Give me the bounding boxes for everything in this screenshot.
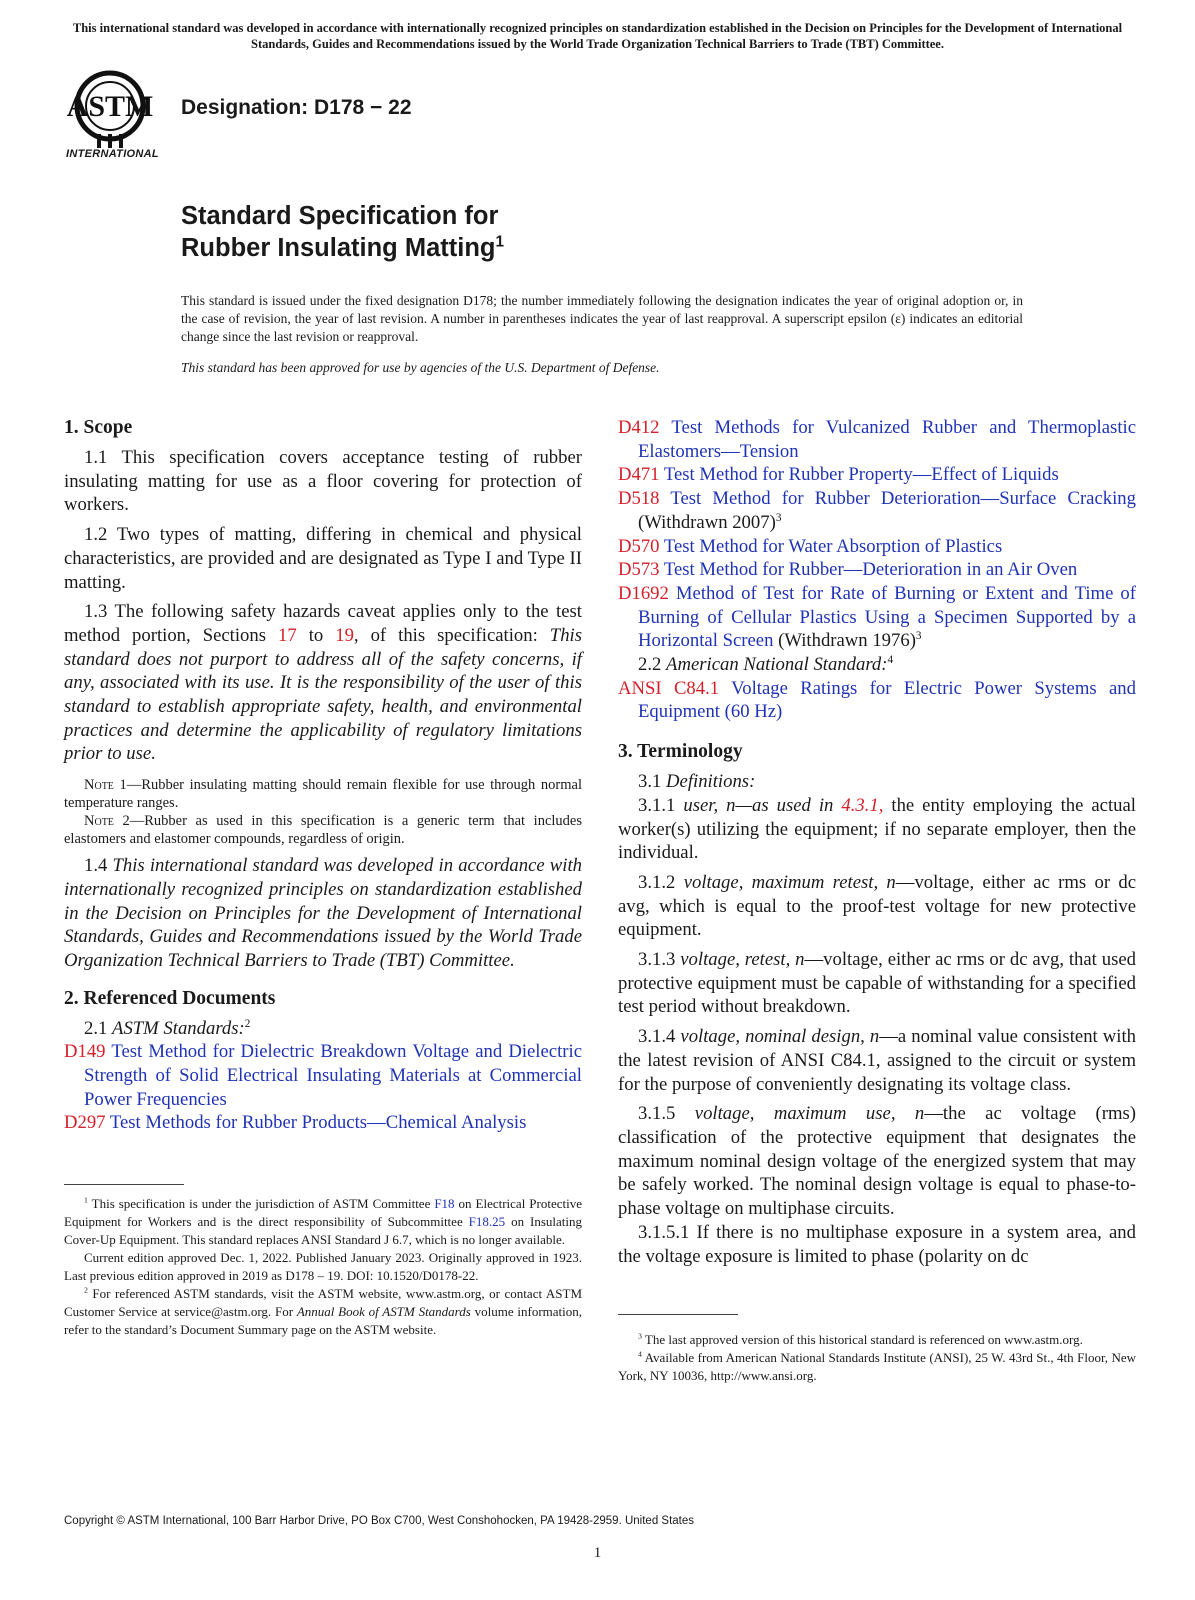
left-footnotes bbox=[64, 1184, 582, 1339]
reference-item bbox=[64, 1111, 582, 1135]
svg-text:ASTM: ASTM bbox=[66, 90, 154, 123]
reference-item bbox=[618, 463, 1136, 487]
reference-item bbox=[618, 487, 1136, 534]
title-line-2: Rubber Insulating Matting$^1$ bbox=[181, 233, 504, 262]
reference-item bbox=[618, 535, 1136, 559]
ref-title-d297[interactable]: Test Methods for Rubber Products—Chemical Analysis bbox=[105, 1112, 527, 1134]
title-line-1: Standard Specification for bbox=[181, 202, 499, 230]
ref-title-d570[interactable]: Test Method for Water Absorption of Plastics bbox=[659, 535, 1003, 557]
para-1-1: 1.1 This specification covers acceptance testing of rubber insulating matting for use as a floor covering for protection of workers. bbox=[64, 447, 582, 516]
left-column bbox=[64, 416, 583, 1337]
reference-item bbox=[618, 582, 1136, 653]
page-number: 1 bbox=[593, 1545, 602, 1561]
link-f18[interactable]: F18 bbox=[434, 1196, 455, 1211]
footnote-4: $^4$ Available from American National Standards Institute (ANSI), 25 W. 43rd St., 4th Floor, New York, NY 10036, http://www.ansi.org. bbox=[618, 1349, 1136, 1383]
term-3-1-1: 3.1.1 user, n—as used in 4.3.1, the entity employing the actual worker(s) utilizing the equipment; if no separate employer, then the individual. bbox=[618, 794, 1136, 864]
ref-code-d1692[interactable]: D1692 bbox=[618, 582, 669, 604]
ref-code-d412[interactable]: D412 bbox=[618, 417, 660, 438]
term-3-1-2: 3.1.2 voltage, maximum retest, n—voltage, either ac rms or dc avg, which is equal to the proof-test voltage for new protective equipment. bbox=[618, 871, 1136, 941]
ref-title-d149[interactable]: Test Method for Dielectric Breakdown Voltage and Dielectric Strength of Solid Electrical Insulating Materials at Commercial Power Frequencies bbox=[84, 1041, 582, 1110]
ref-title-ansi-c84-1[interactable]: Voltage Ratings for Electric Power Systems and Equipment (60 Hz) bbox=[638, 677, 1136, 723]
page-title bbox=[181, 200, 504, 264]
para-1-3: 1.3 The following safety hazards caveat applies only to the test method portion, Sections 17 to 19, of this specification: This standard does not purport to address all of the safety concerns, if any, associated with its use. It is the responsibility of the user of this standard to establish appropriate safety, health, and environmental practices and determine the applicability of regulatory limitations prior to use. bbox=[64, 601, 582, 765]
ref-code-d297[interactable]: D297 bbox=[64, 1112, 106, 1134]
reference-item bbox=[618, 416, 1136, 463]
note-1: Note 1—Rubber insulating matting should remain flexible for use through normal temperature ranges. bbox=[64, 777, 582, 812]
link-4-3-1[interactable]: 4.3.1, bbox=[841, 794, 884, 816]
reference-item bbox=[64, 1040, 582, 1111]
logo-caption: INTERNATIONAL bbox=[66, 148, 159, 160]
footnote-3: $^3$ The last approved version of this historical standard is referenced on www.astm.org. bbox=[638, 1331, 1083, 1347]
link-section-17[interactable]: 17 bbox=[278, 624, 297, 646]
designation: Designation: D178 − 22 bbox=[181, 96, 412, 119]
footnote-rule-right bbox=[618, 1314, 738, 1315]
ansi-reference bbox=[618, 677, 1136, 724]
link-section-19[interactable]: 19 bbox=[335, 624, 354, 646]
astm-standards-label: 2.1 ASTM Standards:$^2$ bbox=[84, 1017, 251, 1039]
ref-title-d412[interactable]: Test Methods for Vulcanized Rubber and Thermoplastic Elastomers—Tension bbox=[638, 417, 1136, 462]
section-referenced-heading: 2. Referenced Documents bbox=[64, 987, 276, 1009]
right-column bbox=[618, 416, 1137, 1383]
link-f18-25[interactable]: F18.25 bbox=[468, 1214, 506, 1229]
term-3-1-4: 3.1.4 voltage, nominal design, n—a nominal value consistent with the latest revision of ANSI C84.1, assigned to the circuit or system for the purpose of conveniently designating its voltage class. bbox=[618, 1026, 1136, 1095]
ref-title-d573[interactable]: Test Method for Rubber—Deterioration in an Air Oven bbox=[659, 559, 1078, 581]
ansi-standard-label: 2.2 American National Standard:$^4$ bbox=[638, 653, 894, 676]
ref-code-ansi-c84-1[interactable]: ANSI C84.1 bbox=[618, 677, 720, 699]
footnote-mark: 3 bbox=[775, 511, 782, 524]
ref-code-d518[interactable]: D518 bbox=[618, 488, 660, 510]
ref-code-d570[interactable]: D570 bbox=[618, 535, 660, 557]
footnote-1: $^1$ This specification is under the jurisdiction of ASTM Committee F18 on Electrical Protective Equipment for Workers and is the direct responsibility of Subcommittee F18.25 on Insulating Cover-Up Equipment. This standard replaces ANSI Standard J 6.7, which is no longer available. bbox=[64, 1195, 583, 1247]
para-1-2: 1.2 Two types of matting, differing in chemical and physical characteristics, are provided and are designated as Type I and Type II matting. bbox=[64, 524, 582, 593]
ref-code-d471[interactable]: D471 bbox=[618, 464, 660, 486]
copyright-footer: Copyright © ASTM International, 100 Barr Harbor Drive, PO Box C700, West Conshohocken, PA 19428-2959. United States bbox=[64, 1515, 695, 1527]
term-3-1-5-1: 3.1.5.1 If there is no multiphase exposure in a system area, and the voltage exposure is limited to phase (polarity on dc bbox=[618, 1221, 1136, 1267]
footnote-1-edition: Current edition approved Dec. 1, 2022. Published January 2023. Originally approved in 1923. Last previous edition approved in 2019 as D178 – 19. DOI: 10.1520/D0178-22. bbox=[64, 1250, 582, 1283]
ref-title-d518[interactable]: Test Method for Rubber Deterioration—Surface Cracking bbox=[659, 488, 1136, 510]
footnote-mark: 3 bbox=[915, 630, 922, 643]
ref-title-d471[interactable]: Test Method for Rubber Property—Effect of Liquids bbox=[659, 464, 1059, 486]
section-scope-heading: 1. Scope bbox=[64, 417, 133, 438]
title-footnote-mark: 1 bbox=[495, 233, 504, 251]
definitions-label: 3.1 Definitions: bbox=[638, 771, 756, 793]
footnote-2: $^2$ For referenced ASTM standards, visit the ASTM website, www.astm.org, or contact ASTM Customer Service at service@astm.org. For Annual Book of ASTM Standards volume information, refer to the standard’s Document Summary page on the ASTM website. bbox=[64, 1285, 583, 1337]
ref-title-d1692[interactable]: Method of Test for Rate of Burning or Extent and Time of Burning of Cellular Plastics Using a Specimen Supported by a Horizontal Screen bbox=[638, 582, 1136, 652]
issuance-note: This standard is issued under the fixed designation D178; the number immediately following the designation indicates the year of original adoption or, in the case of revision, the year of last revision. A number in parentheses indicates the year of last reapproval. A superscript epsilon (ε) indicates an editorial change since the last revision or reapproval. bbox=[181, 293, 1023, 344]
astm-logo bbox=[62, 68, 172, 170]
footnote-rule bbox=[64, 1184, 184, 1185]
astm-reference-list bbox=[64, 1040, 582, 1135]
withdrawn-note: (Withdrawn 1976) bbox=[773, 630, 916, 652]
ref-code-d573[interactable]: D573 bbox=[618, 559, 660, 581]
safety-caveat: This standard does not purport to address all of the safety concerns, if any, associated with its use. It is the responsibility of the user of this standard to establish appropriate safety, health, and environmental practices and determine the applicability of regulatory limitations prior to use. bbox=[64, 624, 582, 765]
term-3-1-3: 3.1.3 voltage, retest, n—voltage, either ac rms or dc avg, that used protective equipment must be capable of withstanding for a specified test period without breakdown. bbox=[618, 949, 1136, 1018]
astm-reference-list-continued bbox=[618, 416, 1136, 653]
ref-code-d149[interactable]: D149 bbox=[64, 1041, 106, 1063]
term-3-1-5: 3.1.5 voltage, maximum use, n—the ac voltage (rms) classification of the protective equipment that designates the maximum nominal design voltage of the energized system that may be safely worked. The nominal design voltage is equal to phase-to-phase voltage on multiphase circuits. bbox=[618, 1103, 1137, 1220]
right-footnotes bbox=[618, 1314, 1136, 1385]
section-terminology-heading: 3. Terminology bbox=[618, 741, 743, 763]
dod-approval-note: This standard has been approved for use by agencies of the U.S. Department of Defense. bbox=[181, 360, 660, 375]
withdrawn-note: (Withdrawn 2007) bbox=[638, 511, 776, 533]
reference-item bbox=[618, 558, 1136, 582]
note-2: Note 2—Rubber as used in this specification is a generic term that includes elastomers and elastomer compounds, regardless of origin. bbox=[64, 813, 582, 848]
top-notice: This international standard was developed in accordance with internationally recognized principles on standardization established in the Decision on Principles for the Development of International Standards, Guides and Recommendations issued by the World Trade Organization Technical Barriers to Trade (TBT) Committee. bbox=[72, 21, 1123, 51]
para-1-4: 1.4 This international standard was developed in accordance with internationally recognized principles on standardization established in the Decision on Principles for the Development of International Standards, Guides and Recommendations issued by the World Trade Organization Technical Barriers to Trade (TBT) Committee. bbox=[64, 855, 582, 971]
